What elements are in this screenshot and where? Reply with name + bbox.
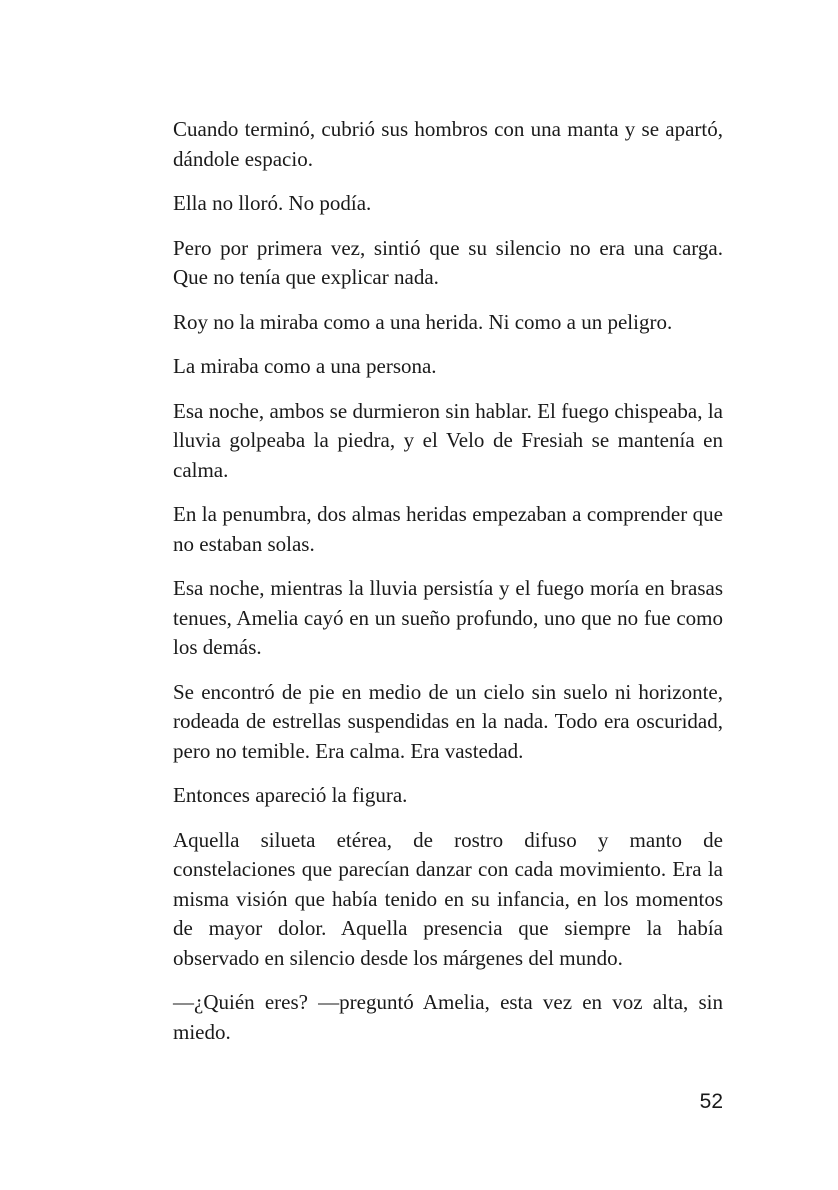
paragraph: Cuando terminó, cubrió sus hombros con una manta y se apartó, dándole espacio. <box>173 117 723 171</box>
paragraph: La miraba como a una persona. <box>173 354 437 378</box>
paragraph: Pero por primera vez, sintió que su silencio no era una carga. Que no tenía que explicar nada. <box>173 235 723 289</box>
paragraph: Se encontró de pie en medio de un cielo sin suelo ni horizonte, rodeada de estrellas suspendidas en la nada. Todo era oscuridad, pero no temible. Era calma. Era vastedad. <box>173 679 723 763</box>
paragraph: Aquella silueta etérea, de rostro difuso y manto de constelaciones que parecían danzar con cada movimiento. Era la misma visión que había tenido en su infancia, en los momentos de mayor dolor. Aquella presencia que siempre la había observado en silencio desde los márgenes del mundo. <box>173 827 723 970</box>
paragraph: Esa noche, mientras la lluvia persistía y el fuego moría en brasas tenues, Amelia cayó en un sueño profundo, uno que no fue como los demás. <box>173 576 723 659</box>
paragraph: En la penumbra, dos almas heridas empezaban a comprender que no estaban solas. <box>173 502 723 556</box>
body-text <box>173 115 723 1062</box>
paragraph: Roy no la miraba como a una herida. Ni como a un peligro. <box>173 309 673 334</box>
paragraph: —¿Quién eres? —preguntó Amelia, esta vez en voz alta, sin miedo. <box>173 990 723 1044</box>
paragraph: Ella no lloró. No podía. <box>173 191 372 215</box>
paragraph: Esa noche, ambos se durmieron sin hablar. El fuego chispeaba, la lluvia golpeaba la piedra, y el Velo de Fresiah se mantenía en calma. <box>173 398 723 482</box>
page-number: 52 <box>699 1090 723 1113</box>
paragraph: Entonces apareció la figura. <box>173 783 408 807</box>
